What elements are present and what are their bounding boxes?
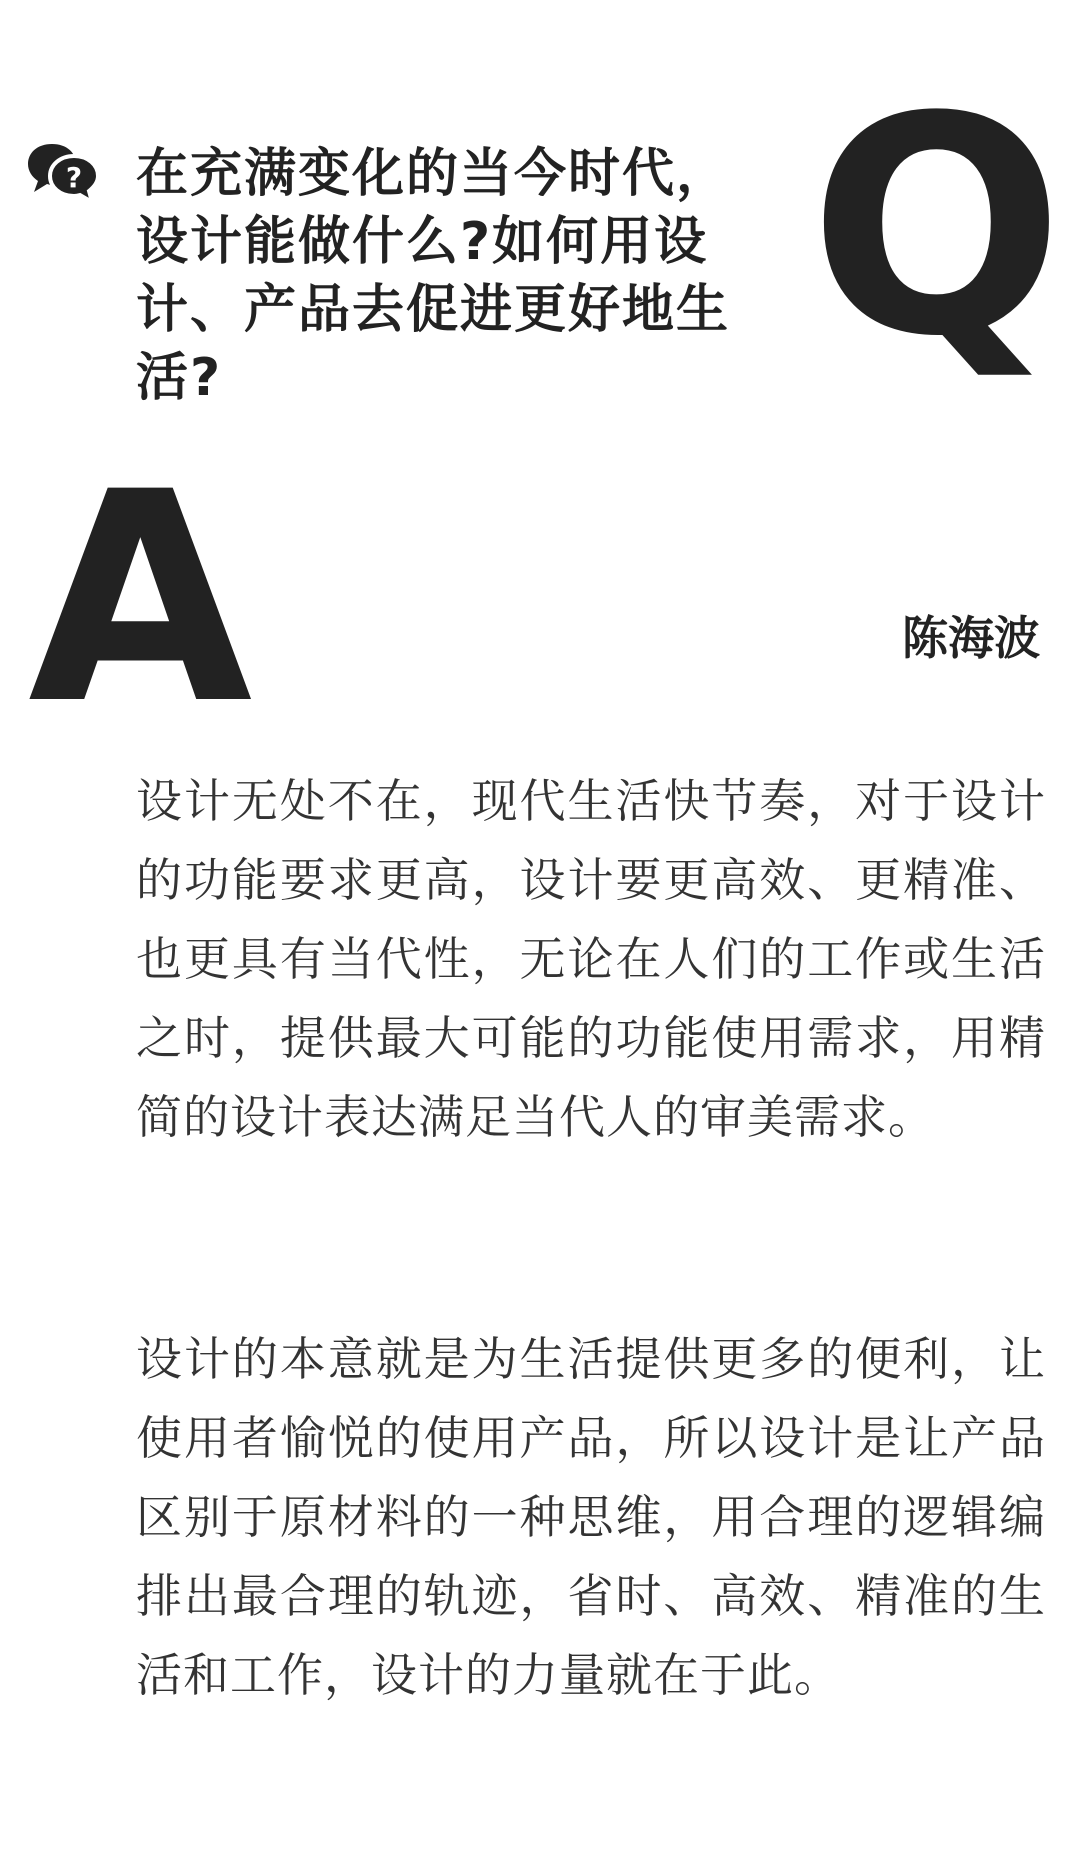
question-text: 在充满变化的当今时代，设计能做什么?如何用设计、产品去促进更好地生活? [136,144,731,408]
a-letter: A [28,431,253,768]
answer-paragraph-2: 设计的本意就是为生活提供更多的便利，让使用者愉悦的使用产品，所以设计是让产品区别于原材料的一种思维，用合理的逻辑编排出最合理的轨迹，省时、高效、精准的生活和工作，设计的力量就在于此。 [136,1332,1046,1702]
q-letter: Q [808,53,1058,402]
answer-paragraph-1: 设计无处不在，现代生活快节奏，对于设计的功能要求更高，设计要更高效、更精准、也更具有当代性，无论在人们的工作或生活之时，提供最大可能的功能使用需求，用精简的设计表达满足当代人的审美需求。 [136,774,1046,1144]
svg-text:?: ? [65,161,83,194]
speech-bubbles-question-icon [26,140,100,204]
author-name: 陈海波 [902,611,1040,665]
